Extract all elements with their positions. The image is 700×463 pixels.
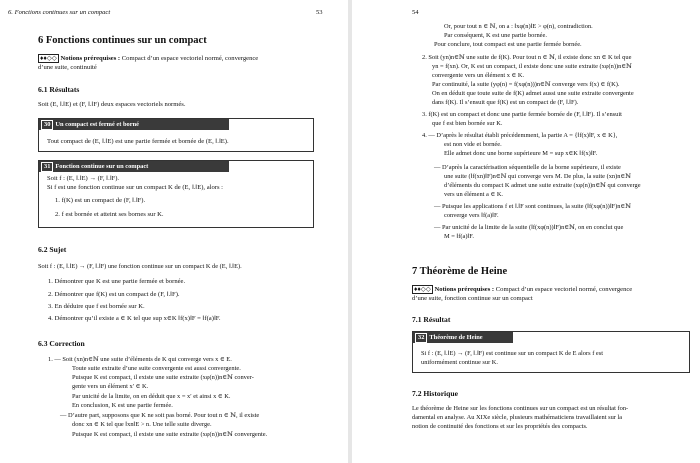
correction-line: Toute suite extraite d’une suite convergente est aussi convergente. — [72, 365, 241, 372]
box-line: uniformément continue sur K. — [421, 359, 499, 366]
subject-item: 2. Démontrer que f(K) est un compact de (F, ‖.‖F). — [48, 291, 180, 298]
prereq-line-2: d’une suite, fonction continue sur un compact — [412, 295, 533, 302]
page-number: 53 — [316, 9, 323, 16]
box-header — [413, 332, 513, 343]
subsection-title-subject: 6.2 Sujet — [38, 245, 67, 254]
box-line: Si f est une fonction continue sur un compact K de (E, ‖.‖E), alors : — [47, 184, 224, 191]
correction-line: — Puisque les applications f et ‖.‖F sont continues, la suite (‖f(xφ(n))‖F)n∈ℕ — [434, 203, 631, 210]
subsection-title-results: 6.1 Résultats — [38, 85, 80, 94]
prereq-label: Notions prérequises : — [434, 286, 495, 293]
correction-line: Par conséquent, K est une partie bornée. — [444, 32, 547, 39]
prereq-label: Notions prérequises : — [60, 55, 121, 62]
box-line: 1. f(K) est un compact de (F, ‖.‖F). — [55, 197, 146, 204]
prereq-line-2: d’une suite, continuité — [38, 64, 97, 71]
prerequisites — [412, 285, 632, 294]
box-line: 2. f est bornée et atteint ses bornes sur K. — [55, 211, 164, 218]
box-title: Théorème de Heine — [429, 334, 483, 341]
subject-intro: Soit f : (E, ‖.‖E) → (F, ‖.‖F) une fonction continue sur un compact K de (E, ‖.‖E). — [38, 263, 242, 270]
section-title: 7 Théorème de Heine — [412, 266, 508, 277]
prerequisites — [38, 54, 258, 63]
box-title: Fonction continue sur un compact — [55, 163, 149, 170]
correction-line: Puisque K est compact, il existe une suite extraite (xφ(n))n∈ℕ convergente. — [72, 431, 268, 438]
box-line: Soit f : (E, ‖.‖E) → (F, ‖.‖F). — [47, 175, 120, 182]
correction-line: Elle admet donc une borne supérieure M = sup x∈K ‖f(x)‖F. — [444, 150, 598, 157]
correction-line: gente vers un élément x′ ∈ K. — [72, 383, 149, 390]
correction-line: une suite (‖f(xn)‖F)n∈ℕ qui converge vers M. De plus, la suite (xn)n∈ℕ — [444, 173, 632, 180]
result-box-30 — [38, 118, 314, 152]
subject-item: 1. Démontrer que K est une partie fermée et bornée. — [48, 278, 186, 285]
result-box-32 — [412, 331, 690, 373]
history-line: damental en analyse. Au XIXe siècle, plusieurs mathématiciens travaillaient sur la — [412, 414, 623, 421]
results-intro: Soit (E, ‖.‖E) et (F, ‖.‖F) deux espaces vectoriels normés. — [38, 101, 186, 108]
correction-line: Par unicité de la limite, on en déduit que x = x′ et ainsi x ∈ K. — [72, 393, 231, 400]
history-line: notion de continuité des fonctions et sur les propriétés des compacts. — [412, 423, 588, 430]
subsection-title-history: 7.2 Historique — [412, 389, 458, 398]
correction-line: — Par unicité de la limite de la suite (‖f(xφ(n))‖F)n∈ℕ, on en conclut que — [434, 224, 624, 231]
box-header — [39, 161, 229, 172]
subsection-title-result: 7.1 Résultat — [412, 315, 451, 324]
correction-line: dans f(K). Il s’ensuit que f(K) est un compact de (F, ‖.‖F). — [432, 99, 579, 106]
correction-line: yn = f(xn). Or, K est un compact, il existe donc une suite extraite (xφ(n))n∈ℕ — [432, 63, 632, 70]
correction-line: Or, pour tout n ∈ ℕ, on a : ‖xφ(n)‖E > φ(n), contradiction. — [444, 23, 593, 30]
difficulty-diamonds-icon: ♦♦◇◇ — [414, 286, 431, 293]
correction-line: Par continuité, la suite (yφ(n) = f(xφ(n)))n∈ℕ converge vers f(x) ∈ f(K). — [432, 81, 620, 88]
box-number: 32 — [415, 333, 427, 343]
subsection-title-correction: 6.3 Correction — [38, 339, 85, 348]
correction-line: 3. f(K) est un compact et donc une partie fermée bornée de (F, ‖.‖F). Il s’ensuit — [422, 111, 622, 118]
box-body: Tout compact de (E, ‖.‖E) est une partie fermée et bornée de (E, ‖.‖E). — [47, 138, 229, 145]
correction-line: que f est bien bornée sur K. — [432, 120, 503, 127]
correction-line: M = ‖f(a)‖F. — [444, 233, 474, 240]
correction-line: d’éléments du compact K admet une suite extraite (xφ(n))n∈ℕ qui converge — [444, 182, 641, 189]
prereq-line-1: Compact d’un espace vectoriel normé, convergence — [495, 286, 633, 293]
correction-line: vers un élément a ∈ K. — [444, 191, 504, 198]
correction-line: donc xn ∈ K tel que ‖xn‖E > n. Une telle suite diverge. — [72, 421, 212, 428]
correction-line: 1. — Soit (xn)n∈ℕ une suite d’éléments de K qui converge vers x ∈ E. — [48, 356, 232, 363]
box-line: Si f : (E, ‖.‖E) → (F, ‖.‖F) est continue sur un compact K de E alors f est — [421, 350, 604, 357]
correction-line: En conclusion, K est une partie fermée. — [72, 402, 173, 409]
correction-line: 2. Soit (yn)n∈ℕ une suite de f(K). Pour tout n ∈ ℕ, il existe donc xn ∈ K tel que — [422, 54, 632, 61]
correction-line: — D’après la caractérisation séquentielle de la borne supérieure, il existe — [434, 164, 621, 171]
box-header — [39, 119, 229, 130]
correction-line: convergente vers un élément x ∈ K. — [432, 72, 525, 79]
running-header-title: 6. Fonctions continues sur un compact — [8, 9, 111, 16]
correction-line: est non vide et bornée. — [444, 141, 502, 148]
box-title: Un compact est fermé et borné — [55, 121, 139, 128]
correction-line: Pour conclure, tout compact est une partie fermée bornée. — [434, 41, 582, 48]
result-box-31 — [38, 160, 314, 228]
correction-line: On en déduit que toute suite de f(K) admet aussi une suite extraite convergente — [432, 90, 634, 97]
right-page — [352, 0, 700, 463]
correction-line: Puisque K est compact, il existe une suite extraite (xφ(n))n∈ℕ conver- — [72, 374, 254, 381]
subject-item: 4. Démontrer qu’il existe a ∈ K tel que sup x∈K ‖f(x)‖F = ‖f(a)‖F. — [48, 315, 221, 322]
prereq-line-1: Compact d’un espace vectoriel normé, convergence — [121, 55, 259, 62]
history-line: Le théorème de Heine sur les fonctions continues sur un compact est un résultat fon- — [412, 405, 629, 412]
left-page — [0, 0, 348, 463]
subject-item: 3. En déduire que f est bornée sur K. — [48, 303, 145, 310]
correction-line: converge vers ‖f(a)‖F. — [444, 212, 499, 219]
difficulty-diamonds-icon: ♦♦◇◇ — [40, 55, 57, 62]
box-number: 30 — [41, 120, 53, 130]
correction-line: — D’autre part, supposons que K ne soit pas borné. Pour tout n ∈ ℕ, il existe — [60, 412, 260, 419]
correction-line: 4. — D’après le résultat établi précédemment, la partie A = {‖f(x)‖F, x ∈ K}, — [422, 132, 618, 139]
page-number: 54 — [412, 9, 419, 16]
section-title: 6 Fonctions continues sur un compact — [38, 35, 207, 46]
box-number: 31 — [41, 162, 53, 172]
